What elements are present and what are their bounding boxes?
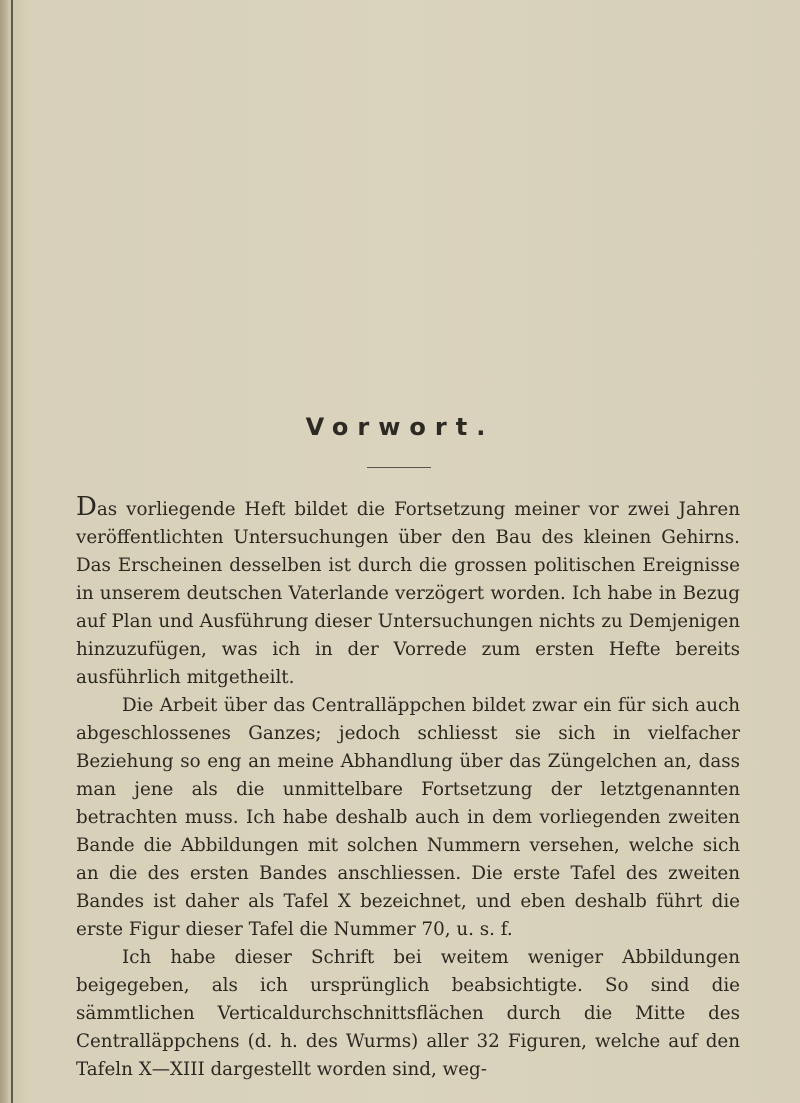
preface-text: [76, 492, 740, 1084]
paragraph-3: Ich habe dieser Schrift bei weitem weniger Abbildungen beigegeben, als ich ursprünglich beabsichtigte. So sind die sämmtlichen Verticaldurchschnittsflächen durch die Mitte des Centralläppchens (d. h. des Wurms) aller 32 Figuren, welche auf den Tafeln X—XIII dargestellt worden sind, weg-: [76, 947, 740, 1080]
paragraph-1-text: as vorliegende Heft bildet die Fortsetzung meiner vor zwei Jahren veröffentlichten Untersuchungen über den Bau des kleinen Gehirns. Das Erscheinen desselben ist durch die grossen politischen Ereignisse in unserem deutschen Vaterlande verzögert worden. Ich habe in Bezug auf Plan und Ausführung dieser Untersuchungen nichts zu Demjenigen hinzuzufügen, was ich in der Vorrede zum ersten Hefte bereits ausführlich mitgetheilt.: [76, 499, 740, 688]
page-title: Vorwort.: [305, 413, 495, 441]
paragraph-2: Die Arbeit über das Centralläppchen bildet zwar ein für sich auch abgeschlossenes Ganzes; jedoch schliesst sie sich in vielfacher Beziehung so eng an meine Abhandlung über das Züngelchen an, dass man jene als die unmittelbare Fortsetzung der letztgenannten betrachten muss. Ich habe deshalb auch in dem vorliegenden zweiten Bande die Abbildungen mit solchen Nummern versehen, welche sich an die des ersten Bandes anschliessen. Die erste Tafel des zweiten Bandes ist daher als Tafel X bezeichnet, und eben deshalb führt die erste Figur dieser Tafel die Nummer 70, u. s. f.: [76, 695, 740, 940]
page-binding-edge: [0, 0, 8, 1103]
paragraph-1: [76, 492, 740, 692]
drop-capital: D: [76, 492, 97, 522]
title-divider: [367, 467, 431, 468]
page-binding-line: [11, 0, 13, 1103]
